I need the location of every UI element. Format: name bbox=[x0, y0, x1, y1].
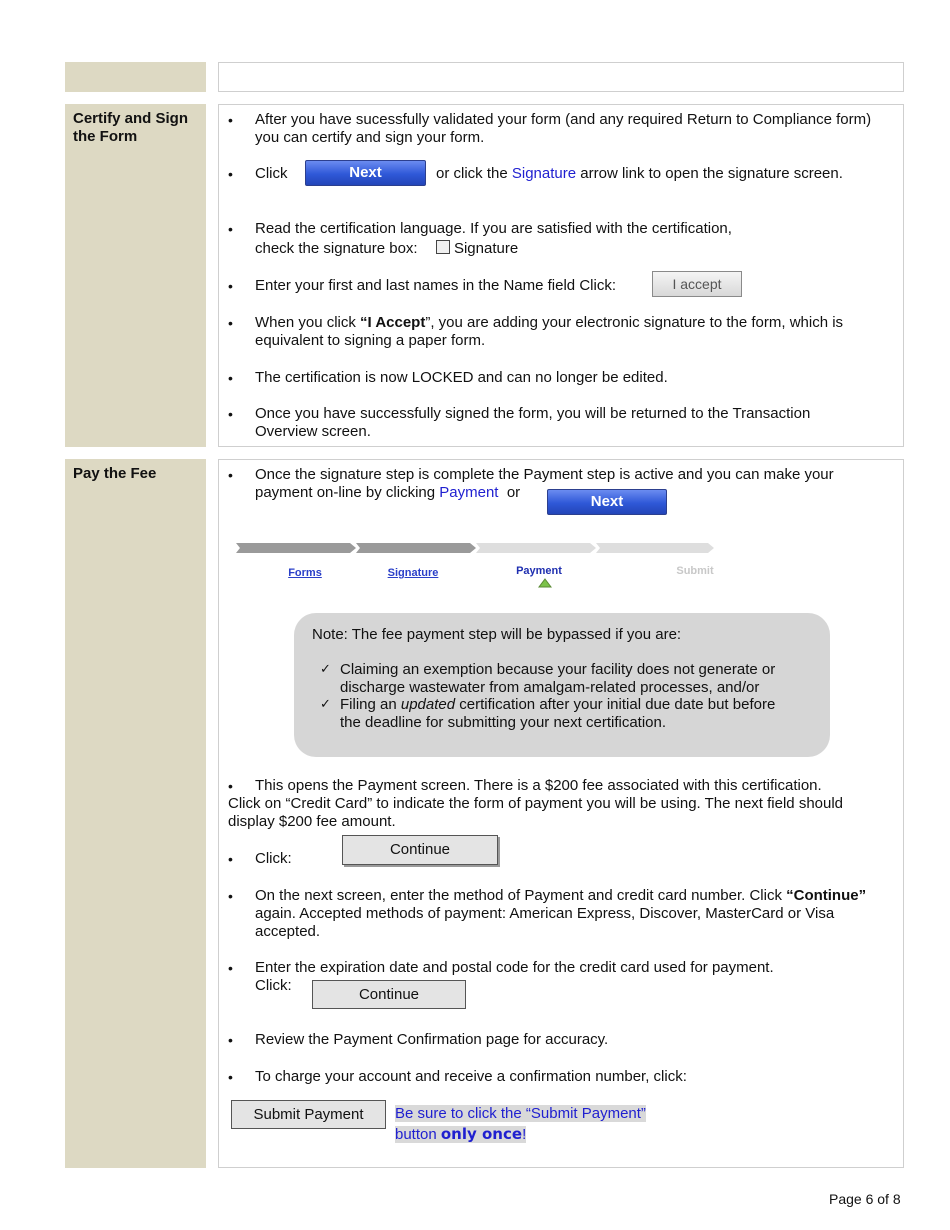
pay-paragraph-line-3: display $200 fee amount. bbox=[228, 813, 396, 830]
continue-button[interactable]: Continue bbox=[312, 980, 466, 1009]
certify-section-body bbox=[218, 104, 904, 447]
bullet: • bbox=[228, 1032, 233, 1048]
note-item-1-line-2: discharge wastewater from amalgam-related processes, and/or bbox=[340, 679, 760, 696]
submit-payment-button[interactable]: Submit Payment bbox=[231, 1100, 386, 1129]
note-item-1-line-1: Claiming an exemption because your facility does not generate or bbox=[340, 661, 776, 678]
progress-arrow-forms bbox=[236, 543, 356, 553]
empty-side-cell bbox=[65, 62, 206, 92]
submit-warning: Be sure to click the “Submit Payment” button only once! bbox=[395, 1105, 646, 1143]
bullet: • bbox=[228, 166, 233, 182]
i-accept-button[interactable]: I accept bbox=[652, 271, 742, 297]
pay-paragraph-line-2: Click on “Credit Card” to indicate the form of payment you will be using. The next field should bbox=[228, 795, 844, 812]
pay-bullet-6: To charge your account and receive a confirmation number, click: bbox=[255, 1068, 687, 1085]
bullet: • bbox=[228, 406, 233, 422]
bullet: • bbox=[228, 1069, 233, 1085]
bullet: • bbox=[228, 467, 233, 483]
progress-arrow-payment bbox=[476, 543, 596, 553]
bullet: • bbox=[228, 112, 233, 128]
progress-arrow-submit bbox=[596, 543, 714, 553]
step-forms[interactable]: Forms bbox=[288, 567, 322, 579]
next-button[interactable]: Next bbox=[305, 160, 426, 186]
step-submit: Submit bbox=[676, 565, 714, 577]
certify-bullet-5-line-1: When you click “I Accept”, you are adding your electronic signature to the form, which is bbox=[255, 314, 844, 331]
payment-link[interactable]: Payment bbox=[439, 484, 499, 501]
pay-bullet-4-click-label: Click: bbox=[255, 977, 292, 994]
progress-arrows bbox=[236, 540, 718, 556]
pay-bullet-3-line-3: accepted. bbox=[255, 923, 321, 940]
check-icon: ✓ bbox=[320, 662, 331, 677]
signature-checkbox-label: Signature bbox=[453, 240, 519, 257]
step-payment: Payment bbox=[516, 565, 562, 577]
bullet: • bbox=[228, 888, 233, 904]
pay-click-label: Click: bbox=[255, 850, 292, 867]
check-icon: ✓ bbox=[320, 697, 331, 712]
bullet: • bbox=[228, 278, 233, 294]
bullet: • bbox=[228, 960, 233, 976]
certify-bullet-3-line-2: check the signature box: Signature bbox=[255, 240, 519, 257]
signature-checkbox[interactable] bbox=[436, 240, 450, 254]
signature-link[interactable]: Signature bbox=[511, 165, 577, 182]
certify-bullet-1-line-1: After you have sucessfully validated your form (and any required Return to Compliance form) bbox=[255, 111, 872, 128]
pay-bullet-3-line-1: On the next screen, enter the method of Payment and credit card number. Click “Continue” bbox=[255, 887, 867, 904]
note-title: Note: The fee payment step will be bypassed if you are: bbox=[312, 626, 682, 643]
certify-bullet-6: The certification is now LOCKED and can no longer be edited. bbox=[255, 369, 668, 386]
certify-click-label: Click bbox=[255, 165, 288, 182]
page-number: Page 6 of 8 bbox=[829, 1191, 901, 1207]
pay-bullet-1-line-2: payment on-line by clicking Payment or bbox=[255, 484, 521, 501]
certify-bullet-7-line-2: Overview screen. bbox=[255, 423, 371, 440]
pay-bullet-1-line-1: Once the signature step is complete the Payment step is active and you can make your bbox=[255, 466, 834, 483]
certify-bullet-2-text: or click the Signature arrow link to open the signature screen. bbox=[436, 165, 843, 182]
continue-button[interactable]: Continue bbox=[342, 835, 498, 865]
bullet: • bbox=[228, 221, 233, 237]
progress-arrow-signature bbox=[356, 543, 476, 553]
pay-bullet-3-line-2: again. Accepted methods of payment: American Express, Discover, MasterCard or Visa bbox=[255, 905, 835, 922]
empty-main-cell bbox=[218, 62, 904, 92]
bullet: • bbox=[228, 778, 233, 794]
certify-bullet-5-line-2: equivalent to signing a paper form. bbox=[255, 332, 486, 349]
pay-section-label: Pay the Fee bbox=[65, 459, 206, 1168]
certify-bullet-4-text: Enter your first and last names in the Name field Click: bbox=[255, 277, 616, 294]
pay-paragraph-line-1: This opens the Payment screen. There is a $200 fee associated with this certification. bbox=[255, 777, 822, 794]
certify-bullet-3-line-1: Read the certification language. If you are satisfied with the certification, bbox=[255, 220, 732, 237]
next-button[interactable]: Next bbox=[547, 489, 667, 515]
note-item-2-line-1: Filing an updated certification after your initial due date but before bbox=[340, 696, 776, 713]
pay-bullet-4-line-1: Enter the expiration date and postal code for the credit card used for payment. bbox=[255, 959, 774, 976]
current-step-triangle-icon bbox=[538, 578, 552, 588]
bullet: • bbox=[228, 851, 233, 867]
pay-bullet-5: Review the Payment Confirmation page for accuracy. bbox=[255, 1031, 609, 1048]
certify-bullet-1-line-2: you can certify and sign your form. bbox=[255, 129, 485, 146]
bullet: • bbox=[228, 315, 233, 331]
step-signature[interactable]: Signature bbox=[387, 567, 439, 579]
note-item-2-line-2: the deadline for submitting your next certification. bbox=[340, 714, 667, 731]
certify-bullet-7-line-1: Once you have successfully signed the form, you will be returned to the Transaction bbox=[255, 405, 811, 422]
certify-section-label: Certify and Sign the Form bbox=[65, 104, 206, 447]
bullet: • bbox=[228, 370, 233, 386]
